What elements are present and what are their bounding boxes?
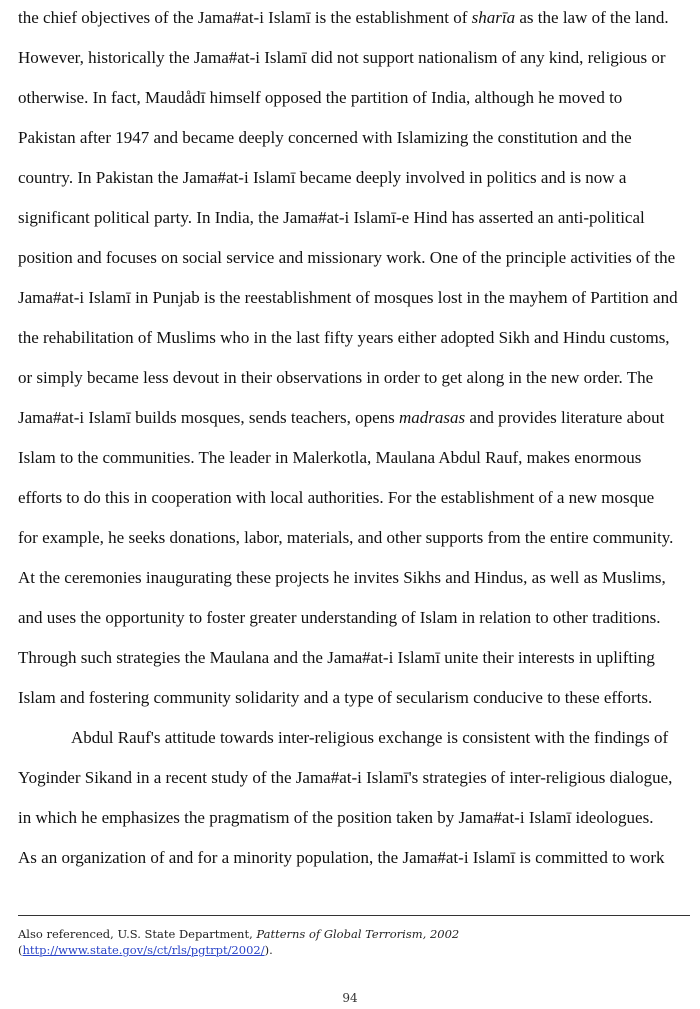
body-line <box>18 408 664 428</box>
paren: ). <box>264 943 273 957</box>
body-line: country. In Pakistan the Jama#at-i Islamī became deeply involved in politics and is now a <box>18 168 627 187</box>
footnote-link[interactable]: http://www.state.gov/s/ct/rls/pgtrpt/2002/ <box>22 943 265 957</box>
body-line: position and focuses on social service and missionary work. One of the principle activities of the <box>18 248 676 267</box>
text-run: Jama#at-i Islamī builds mosques, sends teachers, opens <box>18 408 400 427</box>
body-line: and uses the opportunity to foster greater understanding of Islam in relation to other traditions. <box>18 608 661 627</box>
body-line: However, historically the Jama#at-i Islamī did not support nationalism of any kind, religious or <box>18 48 666 67</box>
italic-term: sharīa <box>471 8 516 27</box>
body-line: otherwise. In fact, Maudådī himself opposed the partition of India, although he moved to <box>18 88 623 107</box>
body-line: efforts to do this in cooperation with local authorities. For the establishment of a new mosque <box>18 488 655 507</box>
body-line: Islam to the communities. The leader in Malerkotla, Maulana Abdul Rauf, makes enormous <box>18 448 642 467</box>
footnote-link-line <box>18 943 273 958</box>
body-line: Pakistan after 1947 and became deeply concerned with Islamizing the constitution and the <box>18 128 632 147</box>
footnote-text: Also referenced, U.S. State Department, <box>18 927 257 941</box>
body-line <box>18 8 669 28</box>
body-line: Jama#at-i Islamī in Punjab is the reestablishment of mosques lost in the mayhem of Partition and <box>18 288 678 307</box>
paren: ( <box>18 943 23 957</box>
paragraph-start-line: Abdul Rauf's attitude towards inter-religious exchange is consistent with the findings of <box>71 728 669 747</box>
body-line: Through such strategies the Maulana and the Jama#at-i Islamī unite their interests in uplifting <box>18 648 655 667</box>
body-line: for example, he seeks donations, labor, materials, and other supports from the entire community. <box>18 528 674 547</box>
body-line: or simply became less devout in their observations in order to get along in the new order. The <box>18 368 654 387</box>
footnote <box>18 927 459 942</box>
text-run: as the law of the land. <box>515 8 669 27</box>
text-run: the chief objectives of the Jama#at-i Islamī is the establishment of <box>18 8 472 27</box>
body-line: the rehabilitation of Muslims who in the last fifty years either adopted Sikh and Hindu customs, <box>18 328 670 347</box>
footnote-title: Patterns of Global Terrorism, 2002 <box>256 927 460 941</box>
body-line: in which he emphasizes the pragmatism of the position taken by Jama#at-i Islamī ideologues. <box>18 808 654 827</box>
body-line: At the ceremonies inaugurating these projects he invites Sikhs and Hindus, as well as Muslims, <box>18 568 666 587</box>
body-line: Islam and fostering community solidarity and a type of secularism conducive to these efforts. <box>18 688 653 707</box>
italic-term: madrasas <box>399 408 466 427</box>
body-line: As an organization of and for a minority population, the Jama#at-i Islamī is committed to work <box>18 848 665 867</box>
page-number: 94 <box>342 991 358 1005</box>
text-run: and provides literature about <box>465 408 665 427</box>
body-line: significant political party. In India, the Jama#at-i Islamī-e Hind has asserted an anti-political <box>18 208 645 227</box>
footnote-separator <box>18 915 690 916</box>
body-line: Yoginder Sikand in a recent study of the Jama#at-i Islamī's strategies of inter-religious dialogue, <box>18 768 673 787</box>
